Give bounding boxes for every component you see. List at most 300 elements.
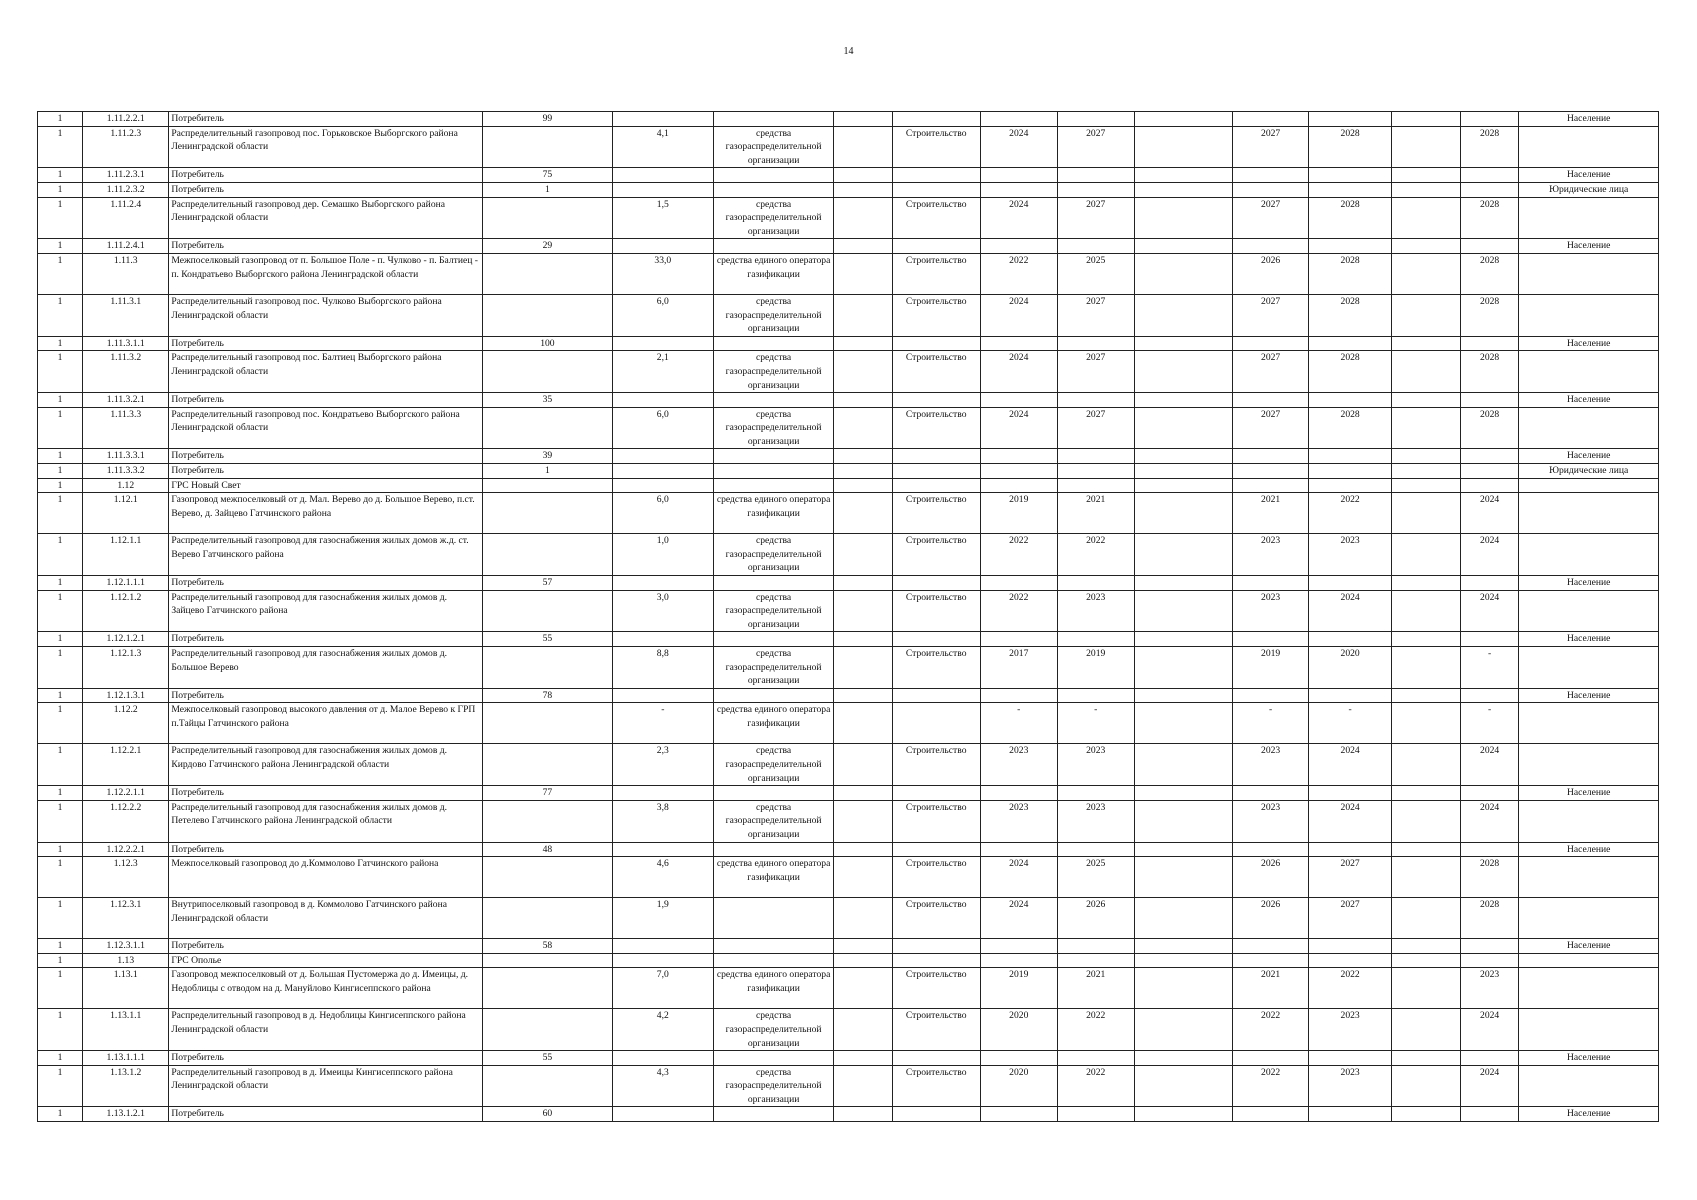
cell-col-year-c	[1460, 1107, 1518, 1122]
cell-col-name: Потребитель	[169, 336, 483, 351]
cell-col-extra2	[1134, 744, 1232, 786]
cell-col-extra	[834, 576, 892, 591]
cell-col-year-a: 2027	[1233, 294, 1309, 336]
cell-col-extra3	[1392, 182, 1461, 197]
cell-col-start-year	[980, 632, 1057, 647]
cell-col-year-a: 2026	[1233, 253, 1309, 294]
cell-col-category: Население	[1519, 393, 1659, 408]
cell-col-extra	[834, 407, 892, 449]
cell-col-level: 1	[38, 1065, 83, 1107]
cell-col-funding: средства газораспределительной организации	[714, 351, 834, 393]
cell-col-level: 1	[38, 493, 83, 534]
cell-col-extra	[834, 898, 892, 939]
cell-col-year-a: 2023	[1233, 800, 1309, 842]
cell-col-year-b: -	[1309, 703, 1392, 744]
cell-col-extra2	[1134, 112, 1232, 127]
cell-col-year-a	[1233, 939, 1309, 954]
cell-col-name: Распределительный газопровод пос. Кондратьево Выборгского района Ленинградской области	[169, 407, 483, 449]
cell-col-category	[1519, 647, 1659, 689]
cell-col-length	[612, 478, 714, 493]
cell-col-extra2	[1134, 1107, 1232, 1122]
cell-col-extra	[834, 168, 892, 183]
table-row	[38, 1107, 1659, 1122]
cell-col-category	[1519, 1009, 1659, 1051]
cell-col-end-year	[1057, 953, 1134, 968]
cell-col-level: 1	[38, 703, 83, 744]
cell-col-year-c: 2028	[1460, 294, 1518, 336]
cell-col-extra	[834, 478, 892, 493]
cell-col-funding	[714, 112, 834, 127]
cell-col-code: 1.11.2.3	[83, 126, 169, 168]
cell-col-length	[612, 576, 714, 591]
cell-col-start-year: 2019	[980, 968, 1057, 1009]
cell-col-name: Потребитель	[169, 1051, 483, 1066]
cell-col-category	[1519, 197, 1659, 239]
cell-col-work-type: Строительство	[892, 1009, 980, 1051]
cell-col-length: 4,3	[612, 1065, 714, 1107]
table-row	[38, 336, 1659, 351]
cell-col-year-a	[1233, 688, 1309, 703]
cell-col-extra3	[1392, 478, 1461, 493]
cell-col-consumers	[483, 647, 612, 689]
cell-col-consumers	[483, 1065, 612, 1107]
cell-col-work-type	[892, 842, 980, 857]
cell-col-consumers	[483, 857, 612, 898]
cell-col-funding: средства газораспределительной организации	[714, 1009, 834, 1051]
cell-col-year-a	[1233, 842, 1309, 857]
cell-col-extra3	[1392, 534, 1461, 576]
cell-col-category	[1519, 590, 1659, 632]
cell-col-extra	[834, 112, 892, 127]
cell-col-year-a	[1233, 112, 1309, 127]
cell-col-level: 1	[38, 253, 83, 294]
cell-col-year-c: 2028	[1460, 857, 1518, 898]
cell-col-extra	[834, 800, 892, 842]
cell-col-name: Внутрипоселковый газопровод в д. Коммолово Гатчинского района Ленинградской области	[169, 898, 483, 939]
cell-col-year-b: 2024	[1309, 744, 1392, 786]
cell-col-length: 4,2	[612, 1009, 714, 1051]
cell-col-name: Распределительный газопровод для газоснабжения жилых домов д. Кирдово Гатчинского района Ленинградской области	[169, 744, 483, 786]
cell-col-extra2	[1134, 1065, 1232, 1107]
cell-col-funding: средства газораспределительной организации	[714, 1065, 834, 1107]
cell-col-end-year: -	[1057, 703, 1134, 744]
cell-col-year-c: -	[1460, 647, 1518, 689]
cell-col-work-type	[892, 1107, 980, 1122]
cell-col-extra3	[1392, 1065, 1461, 1107]
cell-col-level: 1	[38, 464, 83, 479]
cell-col-year-b: 2020	[1309, 647, 1392, 689]
cell-col-year-c	[1460, 842, 1518, 857]
cell-col-year-a	[1233, 449, 1309, 464]
cell-col-code: 1.11.3.3.1	[83, 449, 169, 464]
cell-col-start-year	[980, 182, 1057, 197]
cell-col-year-a: 2023	[1233, 590, 1309, 632]
cell-col-year-c: -	[1460, 703, 1518, 744]
cell-col-level: 1	[38, 239, 83, 254]
table-row	[38, 534, 1659, 576]
cell-col-extra3	[1392, 800, 1461, 842]
cell-col-extra2	[1134, 407, 1232, 449]
cell-col-category	[1519, 800, 1659, 842]
cell-col-category: Население	[1519, 688, 1659, 703]
cell-col-consumers	[483, 478, 612, 493]
cell-col-funding: средства газораспределительной организации	[714, 126, 834, 168]
cell-col-funding: средства газораспределительной организации	[714, 800, 834, 842]
cell-col-code: 1.12.1	[83, 493, 169, 534]
cell-col-extra	[834, 939, 892, 954]
cell-col-end-year: 2021	[1057, 968, 1134, 1009]
cell-col-code: 1.13	[83, 953, 169, 968]
cell-col-year-a: 2027	[1233, 351, 1309, 393]
cell-col-extra3	[1392, 197, 1461, 239]
cell-col-extra	[834, 493, 892, 534]
cell-col-year-b	[1309, 939, 1392, 954]
cell-col-funding: средства газораспределительной организации	[714, 534, 834, 576]
cell-col-consumers: 39	[483, 449, 612, 464]
cell-col-name: Распределительный газопровод дер. Семашко Выборгского района Ленинградской области	[169, 197, 483, 239]
cell-col-year-c: 2024	[1460, 1009, 1518, 1051]
table-row	[38, 112, 1659, 127]
cell-col-funding	[714, 953, 834, 968]
cell-col-code: 1.13.1.1.1	[83, 1051, 169, 1066]
cell-col-length: -	[612, 703, 714, 744]
cell-col-consumers	[483, 703, 612, 744]
cell-col-extra	[834, 953, 892, 968]
cell-col-length	[612, 449, 714, 464]
cell-col-extra3	[1392, 464, 1461, 479]
cell-col-name: Распределительный газопровод для газоснабжения жилых домов ж.д. ст. Верево Гатчинского района	[169, 534, 483, 576]
cell-col-extra	[834, 786, 892, 801]
cell-col-work-type: Строительство	[892, 407, 980, 449]
cell-col-funding: средства газораспределительной организации	[714, 744, 834, 786]
cell-col-start-year: 2017	[980, 647, 1057, 689]
table-row	[38, 744, 1659, 786]
cell-col-start-year: 2024	[980, 294, 1057, 336]
cell-col-year-a: 2021	[1233, 493, 1309, 534]
cell-col-category: Юридические лица	[1519, 464, 1659, 479]
cell-col-length: 6,0	[612, 294, 714, 336]
cell-col-year-a	[1233, 953, 1309, 968]
cell-col-code: 1.12.2.2	[83, 800, 169, 842]
cell-col-level: 1	[38, 1107, 83, 1122]
cell-col-funding: средства газораспределительной организации	[714, 590, 834, 632]
cell-col-year-c	[1460, 239, 1518, 254]
cell-col-length	[612, 112, 714, 127]
cell-col-consumers	[483, 197, 612, 239]
cell-col-level: 1	[38, 168, 83, 183]
cell-col-start-year	[980, 842, 1057, 857]
cell-col-length: 4,6	[612, 857, 714, 898]
cell-col-name: Потребитель	[169, 182, 483, 197]
cell-col-extra2	[1134, 576, 1232, 591]
cell-col-extra	[834, 197, 892, 239]
cell-col-end-year: 2027	[1057, 351, 1134, 393]
cell-col-end-year	[1057, 393, 1134, 408]
cell-col-year-b	[1309, 1107, 1392, 1122]
cell-col-extra3	[1392, 112, 1461, 127]
cell-col-end-year: 2025	[1057, 253, 1134, 294]
cell-col-code: 1.11.3.3	[83, 407, 169, 449]
cell-col-work-type	[892, 182, 980, 197]
cell-col-year-c	[1460, 182, 1518, 197]
cell-col-end-year	[1057, 576, 1134, 591]
cell-col-extra3	[1392, 953, 1461, 968]
cell-col-end-year: 2027	[1057, 197, 1134, 239]
cell-col-extra3	[1392, 493, 1461, 534]
cell-col-name: ГРС Ополье	[169, 953, 483, 968]
cell-col-level: 1	[38, 786, 83, 801]
cell-col-length: 2,1	[612, 351, 714, 393]
cell-col-length: 1,5	[612, 197, 714, 239]
cell-col-year-c: 2024	[1460, 1065, 1518, 1107]
cell-col-end-year	[1057, 449, 1134, 464]
cell-col-category	[1519, 898, 1659, 939]
cell-col-extra2	[1134, 632, 1232, 647]
cell-col-level: 1	[38, 857, 83, 898]
cell-col-year-c	[1460, 336, 1518, 351]
cell-col-year-c: 2023	[1460, 968, 1518, 1009]
cell-col-extra3	[1392, 126, 1461, 168]
cell-col-consumers	[483, 253, 612, 294]
cell-col-start-year: 2022	[980, 253, 1057, 294]
cell-col-extra	[834, 857, 892, 898]
cell-col-funding: средства газораспределительной организации	[714, 647, 834, 689]
cell-col-consumers: 29	[483, 239, 612, 254]
table-row	[38, 898, 1659, 939]
cell-col-funding: средства единого оператора газификации	[714, 493, 834, 534]
cell-col-work-type: Строительство	[892, 493, 980, 534]
cell-col-extra	[834, 464, 892, 479]
cell-col-start-year: 2023	[980, 744, 1057, 786]
cell-col-year-a: 2022	[1233, 1009, 1309, 1051]
cell-col-name: Потребитель	[169, 939, 483, 954]
cell-col-extra2	[1134, 253, 1232, 294]
cell-col-code: 1.13.1	[83, 968, 169, 1009]
cell-col-extra3	[1392, 939, 1461, 954]
cell-col-funding: средства единого оператора газификации	[714, 703, 834, 744]
table-row	[38, 1009, 1659, 1051]
cell-col-start-year	[980, 1051, 1057, 1066]
cell-col-work-type: Строительство	[892, 1065, 980, 1107]
table-row	[38, 576, 1659, 591]
cell-col-year-c: 2024	[1460, 800, 1518, 842]
table-row	[38, 647, 1659, 689]
table-row	[38, 857, 1659, 898]
cell-col-funding	[714, 182, 834, 197]
cell-col-level: 1	[38, 939, 83, 954]
cell-col-extra2	[1134, 478, 1232, 493]
cell-col-extra	[834, 393, 892, 408]
cell-col-end-year	[1057, 239, 1134, 254]
cell-col-level: 1	[38, 1009, 83, 1051]
cell-col-extra2	[1134, 688, 1232, 703]
cell-col-level: 1	[38, 688, 83, 703]
cell-col-year-a: 2027	[1233, 197, 1309, 239]
cell-col-end-year: 2027	[1057, 407, 1134, 449]
cell-col-year-b	[1309, 112, 1392, 127]
cell-col-end-year	[1057, 182, 1134, 197]
cell-col-code: 1.11.2.4.1	[83, 239, 169, 254]
cell-col-category: Население	[1519, 168, 1659, 183]
cell-col-work-type: Строительство	[892, 351, 980, 393]
cell-col-extra2	[1134, 239, 1232, 254]
cell-col-year-a	[1233, 393, 1309, 408]
cell-col-code: 1.11.3.3.2	[83, 464, 169, 479]
cell-col-extra	[834, 351, 892, 393]
cell-col-level: 1	[38, 351, 83, 393]
cell-col-code: 1.12	[83, 478, 169, 493]
cell-col-category	[1519, 253, 1659, 294]
cell-col-year-c	[1460, 112, 1518, 127]
cell-col-consumers	[483, 968, 612, 1009]
cell-col-funding	[714, 336, 834, 351]
cell-col-year-c	[1460, 786, 1518, 801]
cell-col-length: 8,8	[612, 647, 714, 689]
cell-col-level: 1	[38, 898, 83, 939]
cell-col-extra2	[1134, 898, 1232, 939]
table-row	[38, 703, 1659, 744]
table-row	[38, 590, 1659, 632]
cell-col-start-year	[980, 478, 1057, 493]
cell-col-start-year	[980, 449, 1057, 464]
cell-col-code: 1.11.2.3.2	[83, 182, 169, 197]
cell-col-year-b: 2023	[1309, 1009, 1392, 1051]
cell-col-work-type	[892, 632, 980, 647]
cell-col-funding	[714, 168, 834, 183]
cell-col-consumers	[483, 800, 612, 842]
cell-col-year-c	[1460, 393, 1518, 408]
cell-col-level: 1	[38, 182, 83, 197]
cell-col-consumers: 75	[483, 168, 612, 183]
cell-col-consumers	[483, 407, 612, 449]
cell-col-consumers	[483, 294, 612, 336]
cell-col-length	[612, 786, 714, 801]
cell-col-year-b	[1309, 393, 1392, 408]
cell-col-code: 1.12.1.1.1	[83, 576, 169, 591]
gasification-schedule-table	[37, 111, 1659, 1122]
cell-col-end-year: 2027	[1057, 294, 1134, 336]
cell-col-extra2	[1134, 493, 1232, 534]
cell-col-year-a: 2021	[1233, 968, 1309, 1009]
cell-col-extra3	[1392, 253, 1461, 294]
cell-col-category: Население	[1519, 112, 1659, 127]
cell-col-funding: средства газораспределительной организации	[714, 294, 834, 336]
cell-col-code: 1.11.3.2.1	[83, 393, 169, 408]
cell-col-work-type	[892, 168, 980, 183]
cell-col-code: 1.11.3.1.1	[83, 336, 169, 351]
cell-col-funding	[714, 239, 834, 254]
cell-col-start-year: 2022	[980, 590, 1057, 632]
cell-col-funding: средства газораспределительной организации	[714, 407, 834, 449]
cell-col-year-a: -	[1233, 703, 1309, 744]
cell-col-extra2	[1134, 168, 1232, 183]
cell-col-start-year: 2024	[980, 351, 1057, 393]
cell-col-year-a	[1233, 239, 1309, 254]
cell-col-end-year	[1057, 1051, 1134, 1066]
cell-col-work-type: Строительство	[892, 534, 980, 576]
cell-col-year-b	[1309, 182, 1392, 197]
cell-col-consumers: 99	[483, 112, 612, 127]
cell-col-length	[612, 464, 714, 479]
cell-col-year-b	[1309, 842, 1392, 857]
cell-col-end-year: 2021	[1057, 493, 1134, 534]
cell-col-year-a	[1233, 1051, 1309, 1066]
cell-col-extra	[834, 688, 892, 703]
cell-col-year-a: 2022	[1233, 1065, 1309, 1107]
cell-col-year-b: 2024	[1309, 590, 1392, 632]
cell-col-length: 3,0	[612, 590, 714, 632]
cell-col-level: 1	[38, 1051, 83, 1066]
cell-col-code: 1.12.2.2.1	[83, 842, 169, 857]
cell-col-length	[612, 1051, 714, 1066]
cell-col-year-c: 2028	[1460, 898, 1518, 939]
cell-col-name: Потребитель	[169, 786, 483, 801]
cell-col-year-b: 2023	[1309, 1065, 1392, 1107]
cell-col-level: 1	[38, 407, 83, 449]
cell-col-consumers	[483, 590, 612, 632]
cell-col-funding	[714, 478, 834, 493]
cell-col-extra3	[1392, 688, 1461, 703]
cell-col-length: 33,0	[612, 253, 714, 294]
cell-col-length	[612, 393, 714, 408]
cell-col-level: 1	[38, 647, 83, 689]
cell-col-consumers	[483, 1009, 612, 1051]
cell-col-extra3	[1392, 647, 1461, 689]
cell-col-start-year	[980, 786, 1057, 801]
cell-col-work-type: Строительство	[892, 294, 980, 336]
cell-col-end-year: 2019	[1057, 647, 1134, 689]
cell-col-year-c: 2028	[1460, 351, 1518, 393]
cell-col-start-year: 2020	[980, 1065, 1057, 1107]
cell-col-length: 6,0	[612, 407, 714, 449]
cell-col-work-type: Строительство	[892, 126, 980, 168]
cell-col-extra3	[1392, 590, 1461, 632]
cell-col-year-b: 2028	[1309, 253, 1392, 294]
cell-col-year-b: 2028	[1309, 197, 1392, 239]
cell-col-year-a: 2019	[1233, 647, 1309, 689]
cell-col-year-c	[1460, 1051, 1518, 1066]
cell-col-funding: средства единого оператора газификации	[714, 857, 834, 898]
cell-col-end-year	[1057, 478, 1134, 493]
table-row	[38, 168, 1659, 183]
cell-col-end-year: 2026	[1057, 898, 1134, 939]
table-row	[38, 800, 1659, 842]
cell-col-extra2	[1134, 464, 1232, 479]
cell-col-extra3	[1392, 857, 1461, 898]
cell-col-extra3	[1392, 1051, 1461, 1066]
cell-col-year-c	[1460, 688, 1518, 703]
cell-col-extra	[834, 647, 892, 689]
cell-col-code: 1.13.1.2.1	[83, 1107, 169, 1122]
cell-col-start-year: 2020	[980, 1009, 1057, 1051]
cell-col-name: ГРС Новый Свет	[169, 478, 483, 493]
cell-col-start-year	[980, 336, 1057, 351]
cell-col-name: Распределительный газопровод для газоснабжения жилых домов д. Петелево Гатчинского района Ленинградской области	[169, 800, 483, 842]
cell-col-year-c	[1460, 939, 1518, 954]
cell-col-extra	[834, 1107, 892, 1122]
cell-col-extra	[834, 632, 892, 647]
cell-col-length: 3,8	[612, 800, 714, 842]
cell-col-end-year	[1057, 464, 1134, 479]
cell-col-level: 1	[38, 534, 83, 576]
cell-col-end-year	[1057, 688, 1134, 703]
cell-col-code: 1.11.2.3.1	[83, 168, 169, 183]
cell-col-code: 1.13.1.2	[83, 1065, 169, 1107]
cell-col-length	[612, 168, 714, 183]
cell-col-category	[1519, 493, 1659, 534]
cell-col-work-type	[892, 786, 980, 801]
cell-col-end-year	[1057, 168, 1134, 183]
